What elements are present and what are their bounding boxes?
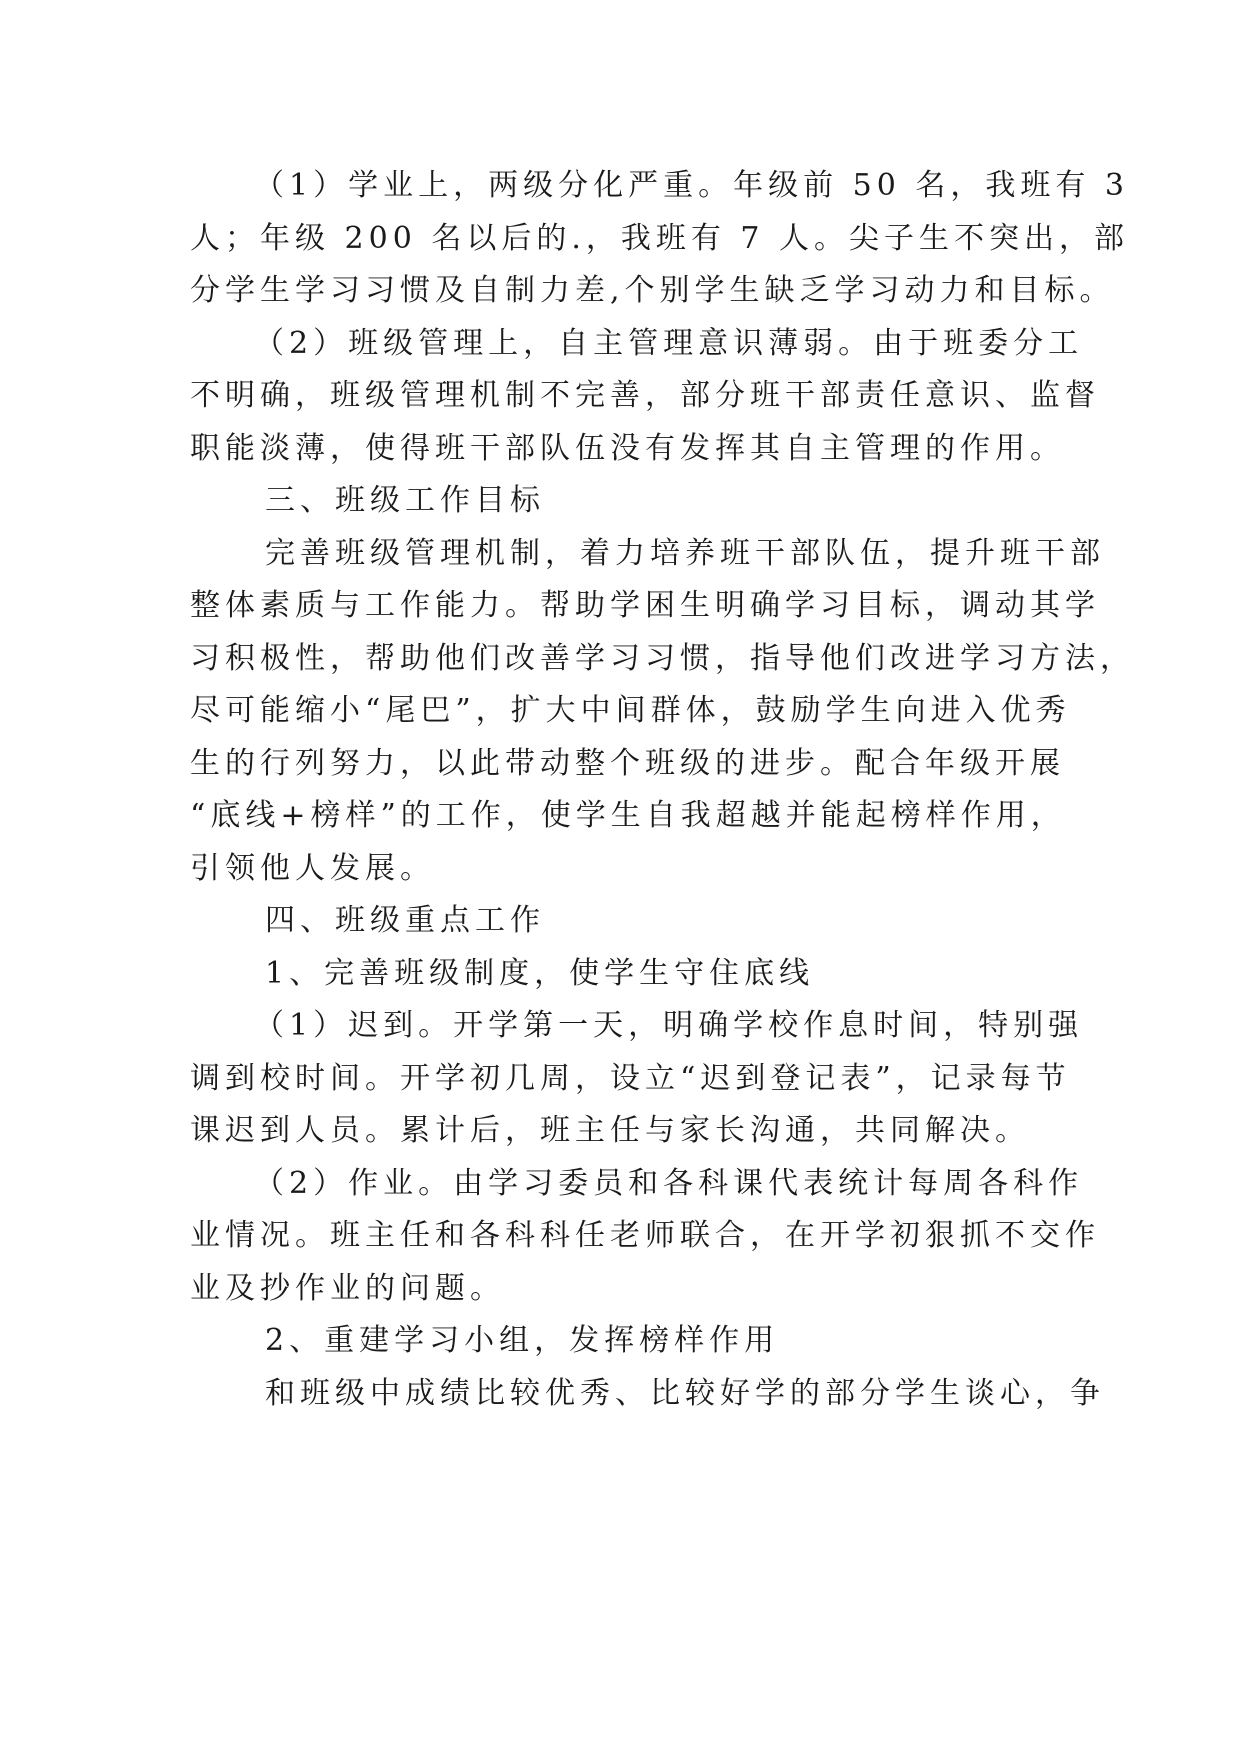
paragraph-line: 业及抄作业的问题。 [190, 1270, 505, 1306]
paragraph-line: 生的行列努力，以此带动整个班级的进步。配合年级开展 [190, 745, 1065, 781]
paragraph-line: 不明确，班级管理机制不完善，部分班干部责任意识、监督 [190, 378, 1100, 413]
paragraph-line: 习积极性，帮助他们改善学习习惯，指导他们改进学习方法， [190, 640, 1135, 676]
paragraph-line: 业情况。班主任和各科科任老师联合，在开学初狠抓不交作 [190, 1218, 1100, 1253]
paragraph-line: 职能淡薄，使得班干部队伍没有发挥其自主管理的作用。 [190, 430, 1065, 466]
paragraph-line: “底线+榜样”的工作，使学生自我超越并能起榜样作用， [190, 798, 1066, 833]
paragraph-line: 整体素质与工作能力。帮助学困生明确学习目标，调动其学 [190, 588, 1100, 623]
paragraph-line: 和班级中成绩比较优秀、比较好学的部分学生谈心，争 [265, 1375, 1105, 1411]
paragraph-line: 调到校时间。开学初几周，设立“迟到登记表”，记录每节 [190, 1060, 1071, 1096]
section-heading: 三、班级工作目标 [265, 483, 545, 518]
paragraph-line: （1）学业上，两级分化严重。年级前 50 名，我班有 3 [254, 168, 1129, 203]
section-heading: 四、班级重点工作 [265, 903, 545, 938]
paragraph-line: （1）迟到。开学第一天，明确学校作息时间，特别强 [254, 1008, 1084, 1043]
paragraph-line: 人；年级 200 名以后的.，我班有 7 人。尖子生不突出，部 [190, 220, 1130, 256]
subsection-heading: 1、完善班级制度，使学生守住底线 [265, 955, 815, 991]
paragraph-line: （2）班级管理上，自主管理意识薄弱。由于班委分工 [254, 325, 1084, 361]
paragraph-line: 尽可能缩小“尾巴”，扩大中间群体，鼓励学生向进入优秀 [190, 693, 1071, 728]
subsection-heading: 2、重建学习小组，发挥榜样作用 [265, 1323, 780, 1358]
document-body [190, 160, 1135, 1420]
paragraph-line: （2）作业。由学习委员和各科课代表统计每周各科作 [254, 1165, 1084, 1201]
paragraph-line: 分学生学习习惯及自制力差,个别学生缺乏学习动力和目标。 [190, 273, 1115, 308]
paragraph-line: 引领他人发展。 [190, 850, 435, 886]
paragraph-line: 完善班级管理机制，着力培养班干部队伍，提升班干部 [265, 535, 1105, 571]
paragraph-line: 课迟到人员。累计后，班主任与家长沟通，共同解决。 [190, 1113, 1030, 1148]
